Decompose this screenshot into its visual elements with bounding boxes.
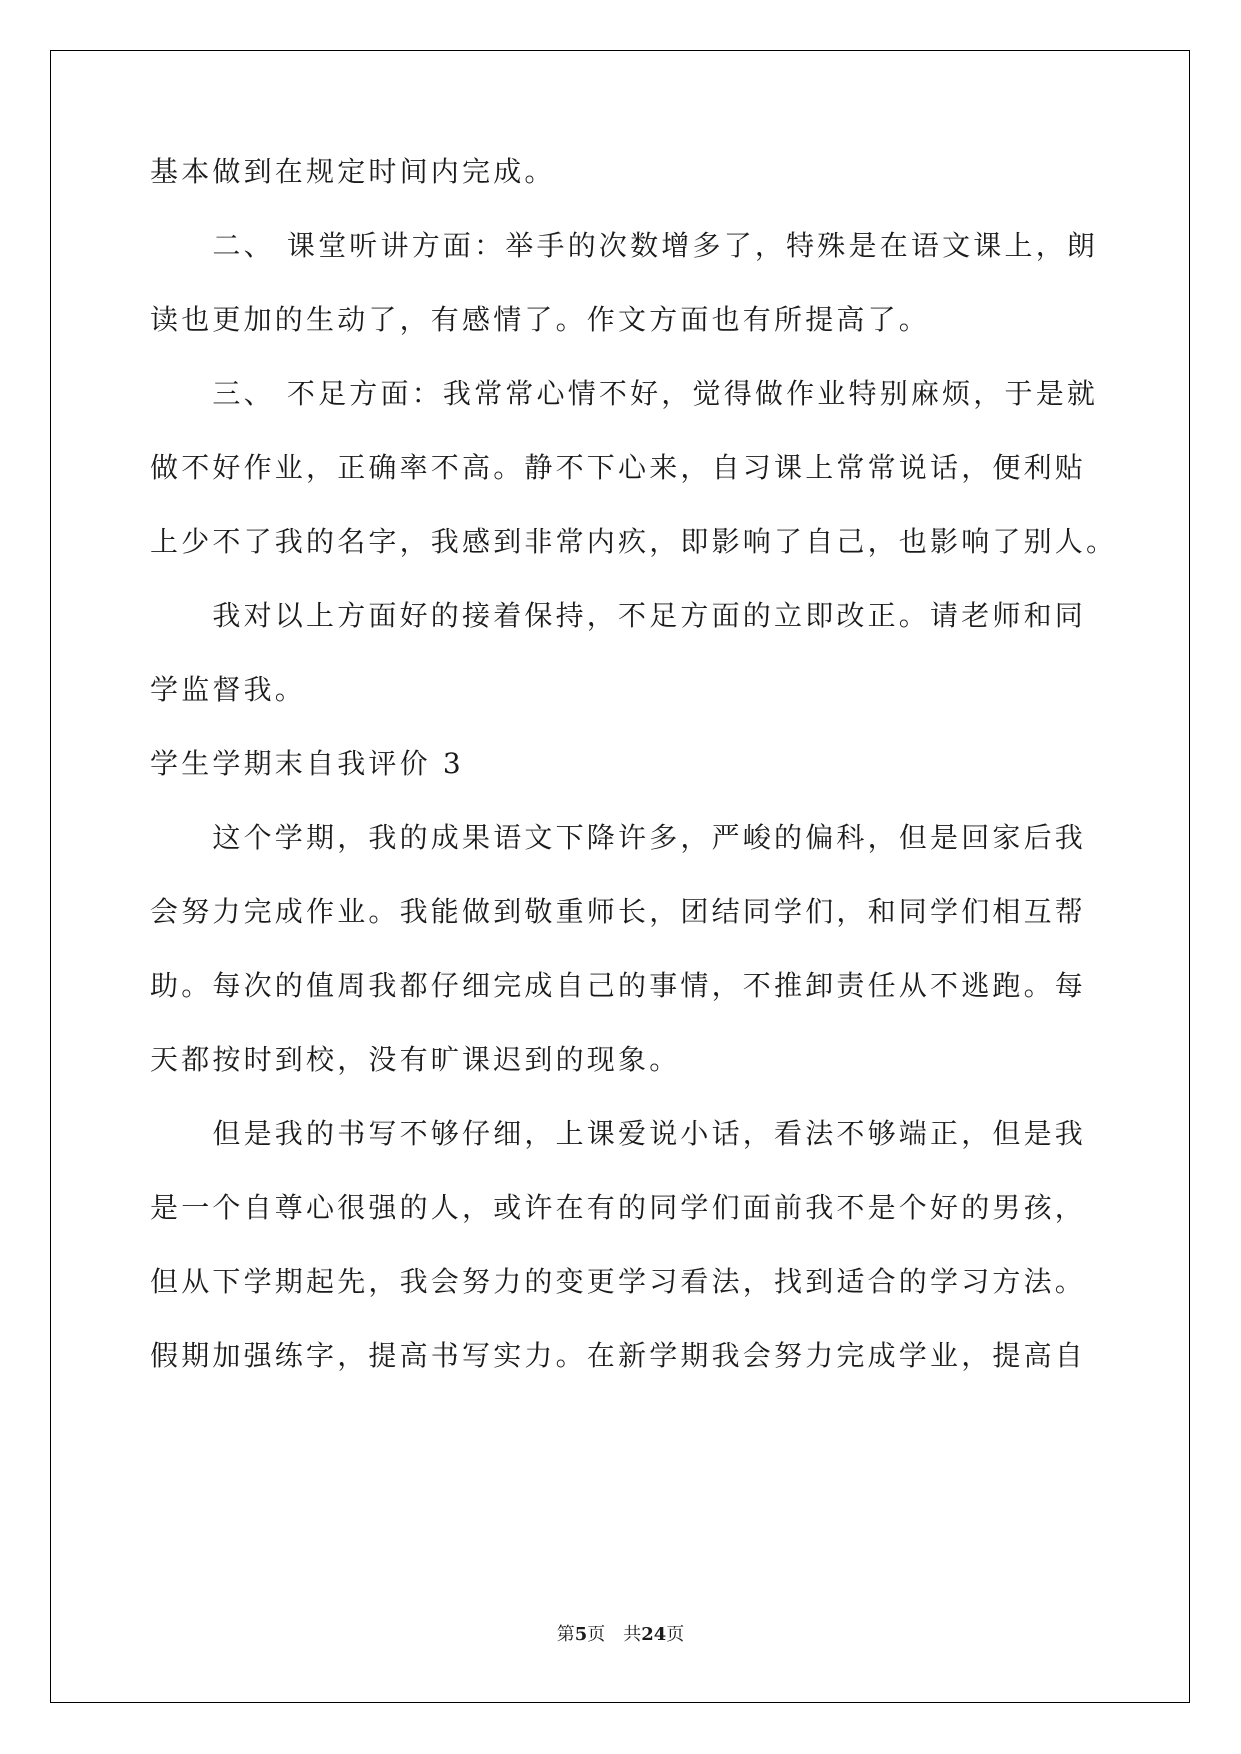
footer-middle: 页 共 — [587, 1624, 642, 1645]
footer-suffix: 页 — [666, 1624, 685, 1645]
text-line: 二、 课堂听讲方面：举手的次数增多了，特殊是在语文课上，朗 — [150, 229, 1099, 262]
page-border — [50, 50, 1190, 1703]
text-line: 但从下学期起先，我会努力的变更学习看法，找到适合的学习方法。 — [150, 1265, 1087, 1298]
text-line: 这个学期，我的成果语文下降许多，严峻的偏科，但是回家后我 — [150, 821, 1087, 854]
page-footer — [0, 1620, 1241, 1646]
page-number: 5 — [574, 1624, 588, 1645]
section-heading: 学生学期末自我评价 3 — [150, 747, 464, 780]
text-line: 读也更加的生动了，有感情了。作文方面也有所提高了。 — [150, 303, 931, 336]
text-line: 天都按时到校，没有旷课迟到的现象。 — [150, 1043, 681, 1076]
text-line: 会努力完成作业。我能做到敬重师长，团结同学们，和同学们相互帮 — [150, 895, 1087, 928]
text-line: 上少不了我的名字，我感到非常内疚，即影响了自己，也影响了别人。 — [150, 525, 1118, 558]
text-line: 做不好作业，正确率不高。静不下心来，自习课上常常说话，便利贴 — [150, 451, 1087, 484]
text-line: 基本做到在规定时间内完成。 — [150, 155, 556, 188]
text-line: 助。每次的值周我都仔细完成自己的事情，不推卸责任从不逃跑。每 — [150, 969, 1087, 1002]
text-line: 学监督我。 — [150, 673, 307, 706]
text-line: 但是我的书写不够仔细，上课爱说小话，看法不够端正，但是我 — [150, 1117, 1087, 1150]
total-pages: 24 — [641, 1624, 667, 1645]
text-line: 假期加强练字，提高书写实力。在新学期我会努力完成学业，提高自 — [150, 1339, 1087, 1372]
footer-prefix: 第 — [556, 1624, 575, 1645]
text-line: 三、 不足方面：我常常心情不好，觉得做作业特别麻烦，于是就 — [150, 377, 1099, 410]
text-line: 是一个自尊心很强的人，或许在有的同学们面前我不是个好的男孩， — [150, 1191, 1087, 1224]
text-line: 我对以上方面好的接着保持，不足方面的立即改正。请老师和同 — [150, 599, 1087, 632]
